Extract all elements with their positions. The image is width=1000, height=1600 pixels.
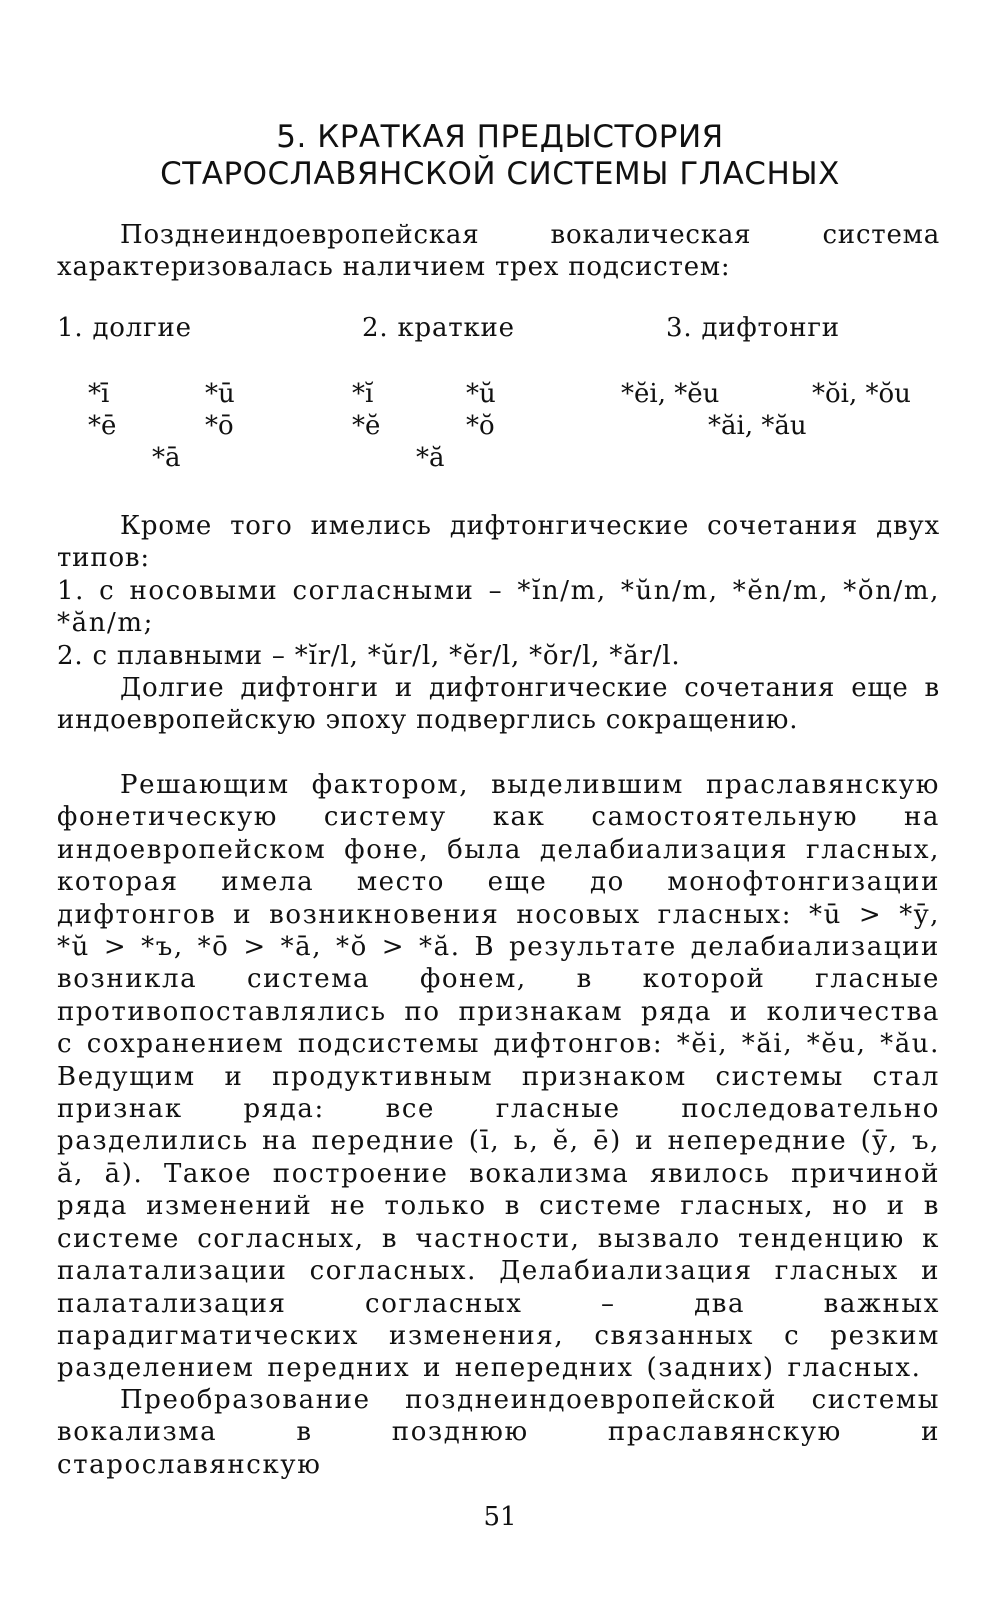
combinations-item-2: 2. с плавными – *ĭr/l, *ŭr/l, *ĕr/l, *ŏr/l, *ăr/l. xyxy=(57,641,681,671)
chapter-title-line-1: 5. КРАТКАЯ ПРЕДЫСТОРИЯ xyxy=(276,119,724,155)
intro-paragraph: Позднеиндоевропейская вокалическая система характеризовалась наличием трех подсистем: xyxy=(57,220,940,283)
diphthongs-back: *ŏi, *ŏu xyxy=(812,379,911,409)
page-number: 51 xyxy=(483,1502,517,1532)
short-vowel-i: *ĭ xyxy=(352,379,374,409)
combinations-note: Долгие дифтонги и дифтонгические сочетания еще в индоевропейскую эпоху подверглись сокращению. xyxy=(57,673,940,736)
long-vowel-e: *ē xyxy=(88,411,117,441)
short-vowel-e: *ĕ xyxy=(352,411,381,441)
combinations-intro: Кроме того имелись дифтонгические сочетания двух типов: xyxy=(57,511,940,574)
subsystem-header-diphthongs: 3. дифтонги xyxy=(666,313,840,343)
subsystem-header-short: 2. краткие xyxy=(362,313,515,343)
chapter-title-line-2: СТАРОСЛАВЯНСКОЙ СИСТЕМЫ ГЛАСНЫХ xyxy=(160,156,840,192)
subsystem-header-long: 1. долгие xyxy=(57,313,192,343)
long-vowel-a: *ā xyxy=(152,443,181,473)
short-vowel-o: *ŏ xyxy=(466,411,495,441)
long-vowel-i: *ī xyxy=(88,379,110,409)
long-vowel-o: *ō xyxy=(205,411,234,441)
main-paragraph: Решающим фактором, выделившим праславянскую фонетическую систему как самостоятельную на индоевропейском фоне, была делабиализация гласных, которая имела место еще до монофтонгизации дифтонгов и возникновения носовых гласных: *ū > *ȳ, *ŭ > *ъ, *ō > *ā, *ŏ > *ă. В результате делабиализации возникла система фонем, в которой гласные противопоставлялись по признакам ряда и количества с сохранением подсистемы дифтонгов: *ĕi, *ăi, *ĕu, *ău. Ведущим и продуктивным признаком системы стал признак ряда: все гласные последовательно разделились на передние (ī, ь, ĕ, ē) и непередние (ȳ, ъ, ă, ā). Такое построение вокализма явилось причиной ряда изменений не только в системе гласных, но и в системе согласных, в частности, вызвало тенденцию к палатализации согласных. Делабиализация гласных и палатализация согласных – два важных парадигматических изменения, связанных с резким разделением передних и непередних (задних) гласных. xyxy=(57,770,940,1384)
diphthongs-a: *ăi, *ău xyxy=(708,411,807,441)
long-vowel-u: *ū xyxy=(205,379,235,409)
diphthongs-front: *ĕi, *ĕu xyxy=(621,379,720,409)
combinations-item-1: 1. с носовыми согласными – *ĭn/m, *ŭn/m, *ĕn/m, *ŏn/m, *ăn/m; xyxy=(57,576,940,639)
short-vowel-u: *ŭ xyxy=(466,379,496,409)
short-vowel-a: *ă xyxy=(416,443,445,473)
final-paragraph: Преобразование позднеиндоевропейской системы вокализма в позднюю праславянскую и старославянскую xyxy=(57,1385,940,1480)
